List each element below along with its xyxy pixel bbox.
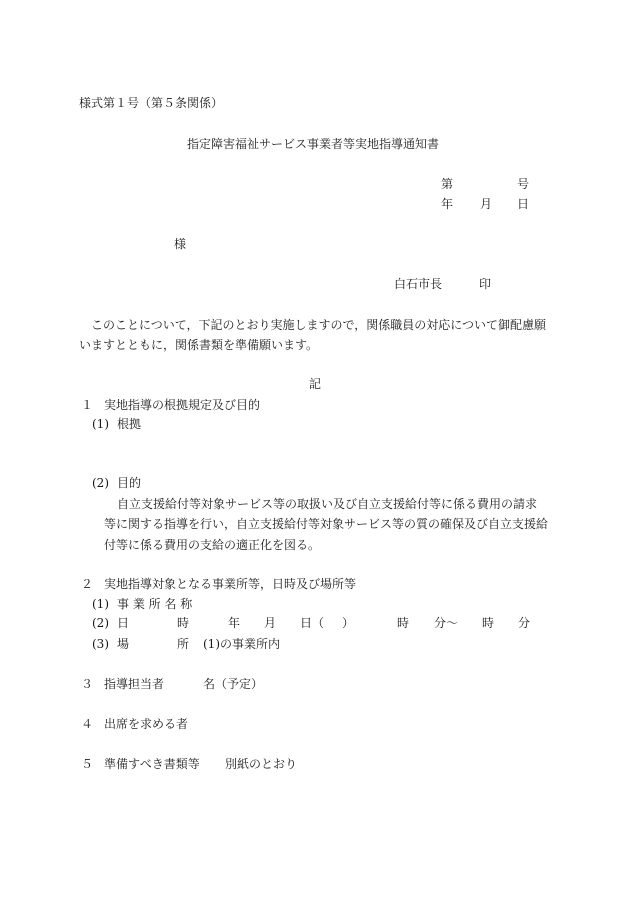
section-5-value: 別紙のとおり xyxy=(225,757,298,771)
section-2-title: 実地指導対象となる事業所等，日時及び場所等 xyxy=(104,577,357,591)
section-2-hour-2: 時 xyxy=(482,616,495,630)
section-2-row3-label-b: 所 xyxy=(177,637,190,651)
body-line-2: いますとともに，関係書類を準備願います。 xyxy=(79,338,319,352)
section-2-minute-to: 分～ xyxy=(434,616,459,630)
section-2-row3-value: (1)の事業所内 xyxy=(203,637,280,651)
purpose-line-2: 等に関する指導を行い，自立支援給付等対象サービス等の質の確保及び自立支援給 xyxy=(104,517,549,531)
purpose-line-1: 自立支援給付等対象サービス等の取扱い及び自立支援給付等に係る費用の請求 xyxy=(117,497,538,511)
document-title: 指定障害福祉サービス事業者等実地指導通知書 xyxy=(187,137,440,151)
section-1-sub2-label: 目的 xyxy=(117,476,142,490)
section-2-month: 月 xyxy=(264,616,277,630)
section-4-number: ４ xyxy=(81,717,94,731)
section-2-row2-label-a: 日 xyxy=(117,616,130,630)
reference-number-suffix: 号 xyxy=(517,177,530,191)
ki-heading: 記 xyxy=(309,377,322,391)
section-2-number: ２ xyxy=(81,577,94,591)
section-2-hour: 時 xyxy=(397,616,410,630)
date-day-label: 日 xyxy=(517,197,530,211)
section-2-row3-number: (3) xyxy=(92,637,109,651)
section-2-minute: 分 xyxy=(518,616,531,630)
date-month-label: 月 xyxy=(480,197,493,211)
section-2-row1-number: (1) xyxy=(92,597,109,611)
reference-number-prefix: 第 xyxy=(441,177,454,191)
section-2-row1-label: 事 業 所 名 称 xyxy=(117,597,193,611)
section-2-year: 年 xyxy=(228,616,241,630)
body-line-1: このことについて，下記のとおり実施しますので，関係職員の対応について御配慮願 xyxy=(91,318,547,332)
section-5-number: ５ xyxy=(81,757,94,771)
section-2-row2-label-b: 時 xyxy=(177,616,190,630)
sender-seal: 印 xyxy=(479,277,492,291)
section-1-title: 実地指導の根拠規定及び目的 xyxy=(104,398,261,412)
section-1-sub2-number: (2) xyxy=(92,476,109,490)
section-1-number: １ xyxy=(81,398,94,412)
section-3-value: 名（予定） xyxy=(203,677,264,691)
section-2-row2-number: (2) xyxy=(92,616,109,630)
section-2-paren-close: ） xyxy=(342,616,355,630)
date-year-label: 年 xyxy=(441,197,454,211)
section-3-label: 指導担当者 xyxy=(104,677,165,691)
section-2-row3-label-a: 場 xyxy=(117,637,130,651)
section-3-number: ３ xyxy=(81,677,94,691)
section-1-sub1-number: (1) xyxy=(92,417,109,431)
section-1-sub1-label: 根拠 xyxy=(117,417,142,431)
sender-name: 白石市長 xyxy=(394,277,443,291)
section-4-label: 出席を求める者 xyxy=(104,717,189,731)
section-2-day: 日（ xyxy=(300,616,325,630)
section-5-label: 準備すべき書類等 xyxy=(104,757,200,771)
purpose-line-3: 付等に係る費用の支給の適正化を図る。 xyxy=(104,538,321,552)
addressee-honorific: 様 xyxy=(174,237,187,251)
form-number: 様式第１号（第５条関係） xyxy=(79,96,224,110)
